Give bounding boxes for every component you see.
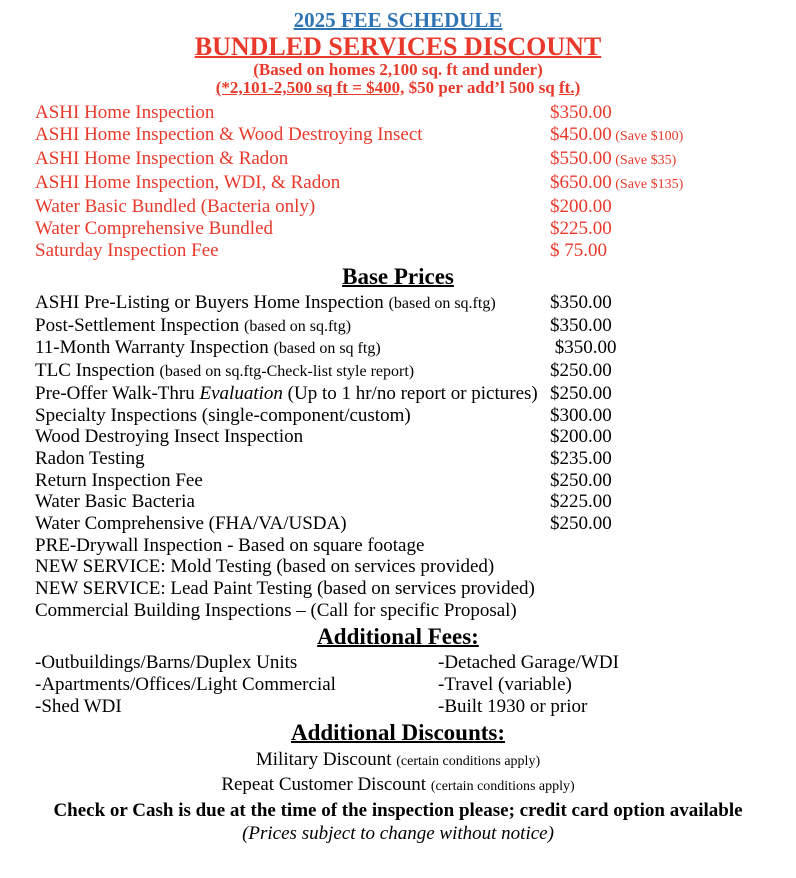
savings-note: (Save $35) (611, 153, 677, 168)
service-name-segment: Post-Settlement Inspection (35, 314, 244, 336)
bundled-service-row (0, 102, 796, 124)
service-price-value: $250.00 (550, 513, 612, 535)
discount-name: Military Discount (255, 748, 397, 770)
base-price-row (0, 556, 796, 578)
additional-fees-heading (0, 624, 796, 650)
service-name: ASHI Home Inspection & Radon (35, 148, 289, 169)
service-name-segment: ASHI Pre-Listing or Buyers Home Inspection (35, 292, 389, 313)
service-name (35, 448, 550, 470)
page-title-text: 2025 FEE SCHEDULE (293, 8, 503, 32)
service-name-segment: (based on sq.ftg-Check-list style report) (159, 363, 415, 381)
savings-note: (Save $135) (611, 177, 684, 192)
bundled-discount-heading-text: BUNDLED SERVICES DISCOUNT (194, 32, 602, 61)
service-name: ASHI Home Inspection, WDI, & Radon (35, 172, 341, 193)
service-name-segment: Pre-Offer Walk-Thru (35, 382, 200, 404)
service-price-value: $350.00 (550, 314, 612, 336)
additional-fees-heading-text: Additional Fees: (317, 623, 479, 649)
service-name-segment: (based on sq.ftg) (388, 295, 496, 312)
bundled-discount-heading (0, 32, 796, 61)
additional-fee-right: -Travel (variable) (438, 673, 572, 695)
bundled-service-row (0, 196, 796, 218)
base-price-row (0, 360, 796, 383)
service-price-value: $200.00 (550, 426, 612, 448)
service-name (35, 578, 550, 600)
service-price (550, 426, 612, 448)
oversize-pricing-note (0, 79, 796, 97)
additional-fee-right: -Built 1930 or prior (438, 695, 588, 717)
service-name: Water Basic Bundled (Bacteria only) (35, 196, 316, 217)
service-price (550, 513, 612, 535)
service-price (550, 196, 612, 218)
service-price-value: $225.00 (550, 491, 612, 513)
service-name (35, 360, 550, 383)
service-name (35, 383, 550, 405)
oversize-pricing-note-end: ft.) (559, 78, 581, 97)
service-price (550, 148, 676, 172)
service-name (35, 513, 550, 535)
service-name-segment: NEW SERVICE: Lead Paint Testing (based on services provided) (35, 578, 535, 600)
base-price-row (0, 600, 796, 622)
service-name-segment: TLC Inspection (35, 360, 160, 382)
discount-name: Repeat Customer Discount (221, 773, 431, 795)
additional-fee-left: -Shed WDI (35, 695, 122, 717)
base-prices-heading (0, 264, 796, 290)
oversize-pricing-note-main: (*2,101-2,500 sq ft = $400, (215, 78, 405, 97)
service-name: ASHI Home Inspection & Wood Destroying Insect (35, 124, 423, 145)
service-name: ASHI Home Inspection (35, 102, 215, 123)
service-name (35, 470, 550, 492)
service-price (550, 315, 612, 338)
base-price-row (0, 448, 796, 470)
service-price-value: $450.00 (550, 124, 612, 145)
service-price-value: $250.00 (550, 382, 612, 404)
service-name (35, 405, 550, 427)
service-name (35, 491, 550, 513)
service-price-value: $235.00 (550, 447, 612, 469)
base-price-row (0, 491, 796, 513)
bundled-service-row (0, 240, 796, 262)
service-price (550, 172, 683, 196)
service-name-segment: Wood Destroying Insect Inspection (35, 426, 304, 448)
service-name: Saturday Inspection Fee (35, 240, 219, 261)
additional-fee-row (0, 696, 796, 718)
service-name (35, 535, 550, 557)
additional-fee-left: -Outbuildings/Barns/Duplex Units (35, 651, 298, 673)
home-size-note (0, 61, 796, 79)
service-name: Water Comprehensive Bundled (35, 218, 274, 239)
additional-fee-row (0, 652, 796, 674)
base-price-row (0, 426, 796, 448)
service-name-segment: (based on sq ftg) (273, 340, 381, 358)
service-price-value: $250.00 (550, 469, 612, 491)
service-price (550, 448, 612, 470)
service-name-segment: Water Comprehensive (FHA/VA/USDA) (35, 513, 347, 535)
bundled-service-row (0, 218, 796, 240)
service-price-value: $350.00 (550, 337, 617, 359)
discount-conditions-note: (certain conditions apply) (430, 778, 575, 794)
additional-fees-list (0, 652, 796, 718)
service-price (550, 124, 683, 148)
base-price-row (0, 535, 796, 557)
service-price (550, 337, 617, 360)
bundled-service-row (0, 148, 796, 172)
service-name (35, 556, 550, 578)
base-prices-list (0, 292, 796, 622)
service-price-value: $250.00 (550, 360, 612, 382)
service-name-segment: Return Inspection Fee (35, 469, 203, 491)
service-price (550, 292, 612, 315)
base-prices-heading-text: Base Prices (342, 264, 454, 289)
service-name-segment: Specialty Inspections (single-component/custom) (35, 404, 411, 426)
base-price-row (0, 513, 796, 535)
service-name (35, 426, 550, 448)
discount-conditions-note: (certain conditions apply) (396, 753, 541, 769)
additional-fee-row (0, 674, 796, 696)
service-name-segment: Radon Testing (35, 447, 145, 469)
service-price-value: $550.00 (550, 148, 612, 169)
oversize-pricing-note-addl: $50 per add’l 500 sq (404, 78, 560, 97)
service-price-value: $300.00 (550, 404, 612, 426)
payment-terms-line: Check or Cash is due at the time of the inspection please; credit card option available (53, 799, 743, 821)
service-name-segment: Evaluation (199, 382, 283, 404)
service-name (35, 600, 550, 622)
base-price-row (0, 383, 796, 405)
page-title (0, 8, 796, 32)
service-price (550, 383, 612, 405)
service-name-segment: PRE-Drywall Inspection - Based on square footage (35, 534, 425, 556)
service-name-segment: Commercial Building Inspections – (Call for specific Proposal) (35, 599, 517, 621)
service-price (550, 360, 612, 383)
savings-note: (Save $100) (611, 129, 684, 144)
bundled-service-row (0, 124, 796, 148)
base-price-row (0, 578, 796, 600)
price-disclaimer-line: (Prices subject to change without notice) (242, 822, 554, 844)
home-size-note-paren: ( (253, 60, 259, 79)
service-name-segment: (based on sq.ftg) (243, 317, 352, 335)
base-price-row (0, 470, 796, 492)
service-price-value: $350.00 (550, 102, 612, 123)
service-price (550, 491, 612, 513)
service-price-value: $200.00 (550, 196, 612, 217)
service-name (35, 292, 550, 315)
additional-fee-right: -Detached Garage/WDI (438, 651, 619, 673)
bundled-services-list (0, 102, 796, 262)
base-price-row (0, 292, 796, 315)
home-size-note-text: Based on homes 2,100 sq. ft and under) (258, 60, 543, 79)
base-price-row (0, 315, 796, 338)
additional-discounts-heading (0, 720, 796, 746)
service-name-segment: 11-Month Warranty Inspection (35, 337, 274, 359)
discount-row (0, 748, 796, 773)
service-price (550, 218, 612, 240)
service-name-segment: (Up to 1 hr/no report or pictures) (282, 382, 538, 404)
service-name-segment: NEW SERVICE: Mold Testing (based on services provided) (35, 556, 495, 578)
additional-fee-left: -Apartments/Offices/Light Commercial (35, 673, 336, 695)
discount-row (0, 773, 796, 798)
service-name-segment: Water Basic Bacteria (35, 491, 195, 513)
base-price-row (0, 405, 796, 427)
bundled-service-row (0, 172, 796, 196)
additional-discounts-list (0, 748, 796, 798)
additional-discounts-heading-text: Additional Discounts: (290, 719, 506, 745)
service-name (35, 315, 550, 338)
service-price-value: $225.00 (550, 218, 612, 239)
service-price-value: $ 75.00 (550, 240, 607, 261)
service-price-value: $650.00 (550, 172, 612, 193)
service-price (550, 240, 607, 262)
service-price-value: $350.00 (550, 292, 612, 313)
base-price-row (0, 337, 796, 360)
service-price (550, 102, 612, 124)
service-price (550, 470, 612, 492)
service-price (550, 405, 612, 427)
service-name (35, 337, 550, 360)
